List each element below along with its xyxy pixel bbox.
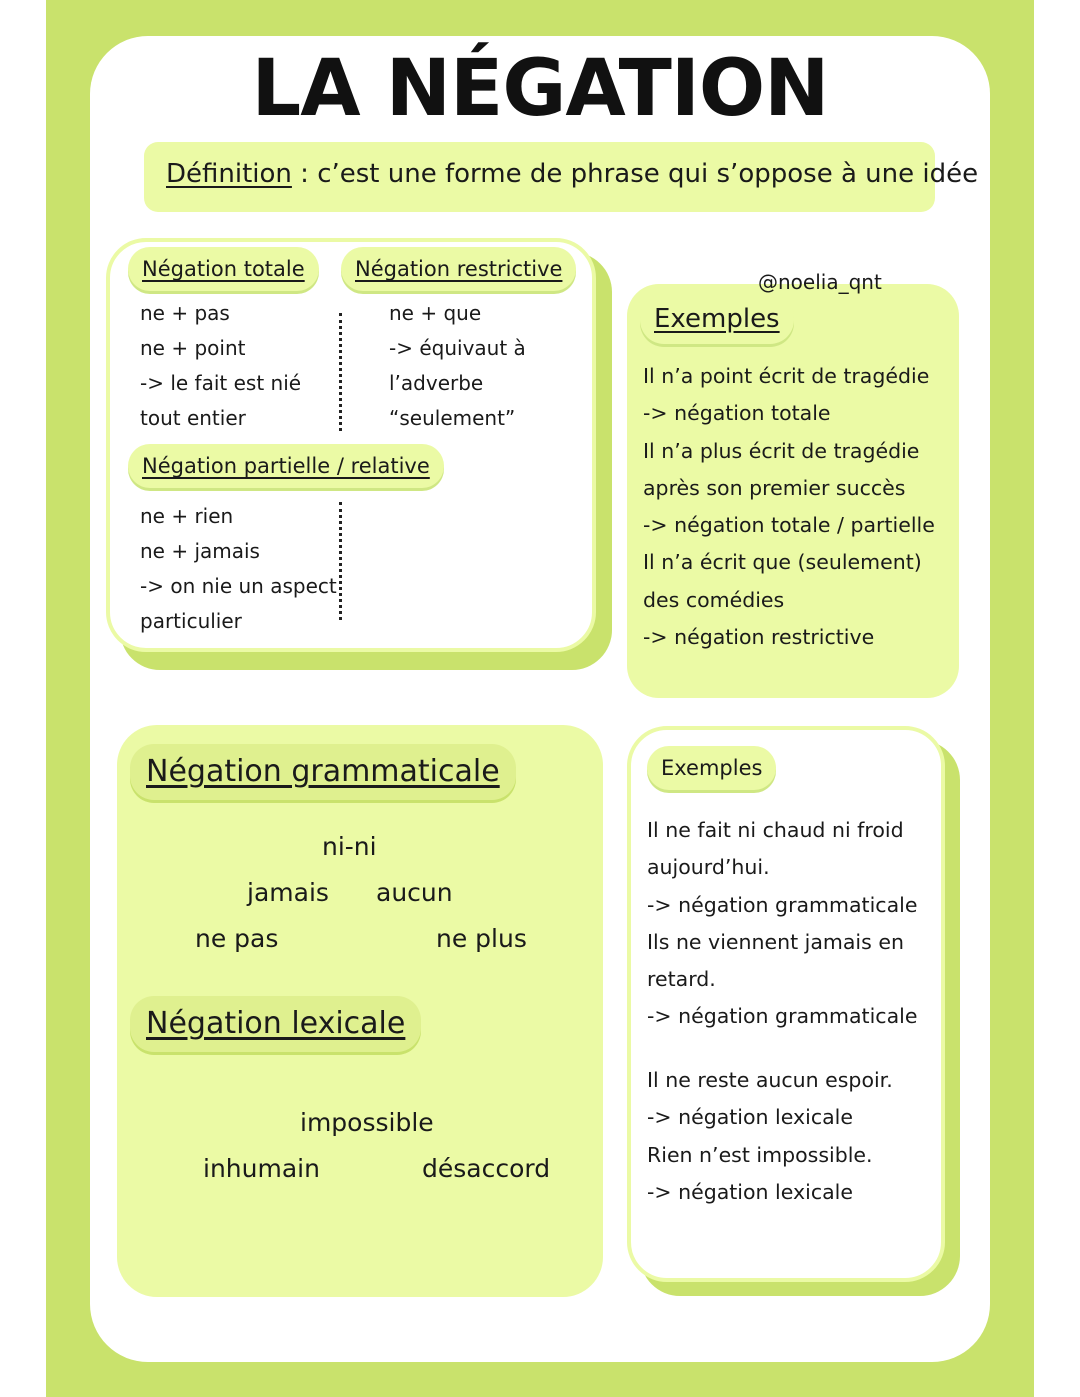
example-line: -> négation grammaticale	[647, 1004, 918, 1029]
word-aucun: aucun	[376, 878, 453, 907]
example-line: -> négation totale / partielle	[643, 513, 935, 538]
list-item: tout entier	[140, 406, 246, 430]
examples-list-2b	[647, 1062, 893, 1211]
example-line: -> négation lexicale	[647, 1179, 853, 1204]
example-line: Il ne fait ni chaud ni froid	[647, 818, 904, 842]
definition-body: c’est une forme de phrase qui s’oppose à une idée	[317, 159, 979, 189]
heading-negation-grammaticale: Négation grammaticale	[130, 744, 516, 800]
example-line: retard.	[647, 967, 716, 992]
dotted-divider	[339, 313, 342, 431]
heading-negation-lexicale: Négation lexicale	[130, 996, 421, 1052]
heading-exemples-2: Exemples	[647, 746, 776, 790]
page-title: LA NÉGATION	[251, 44, 829, 134]
examples-list-2a	[647, 812, 917, 1036]
example-line: Il n’a écrit que (seulement)	[643, 550, 922, 575]
word-ne-plus: ne plus	[436, 924, 527, 953]
list-negation-partielle	[140, 499, 337, 639]
example-line: aujourd’hui.	[647, 855, 770, 880]
list-item: ne + pas	[140, 301, 230, 325]
definition-box	[144, 142, 979, 212]
example-line: des comédies	[643, 587, 785, 612]
word-ne-pas: ne pas	[195, 924, 279, 953]
heading-exemples-1: Exemples	[640, 294, 794, 344]
word-inhumain: inhumain	[203, 1154, 320, 1183]
example-line: Il ne reste aucun espoir.	[647, 1068, 893, 1092]
example-line: -> négation grammaticale	[647, 892, 918, 917]
word-impossible: impossible	[300, 1108, 434, 1137]
list-item: ne + rien	[140, 504, 234, 528]
definition-text	[166, 159, 978, 189]
list-item: particulier	[140, 609, 242, 633]
word-desaccord: désaccord	[422, 1154, 551, 1183]
example-line: Il n’a plus écrit de tragédie	[643, 438, 920, 463]
list-item: -> le fait est nié	[140, 371, 302, 395]
example-line: -> négation lexicale	[647, 1105, 853, 1130]
heading-negation-restrictive: Négation restrictive	[341, 247, 576, 291]
example-line: Rien n’est impossible.	[647, 1142, 873, 1167]
list-item: ne + point	[140, 336, 246, 360]
example-line: -> négation restrictive	[643, 625, 875, 650]
list-item: ne + jamais	[140, 539, 260, 563]
examples-list-1	[643, 358, 935, 656]
word-ni-ni: ni-ni	[322, 832, 377, 861]
definition-separator: :	[291, 159, 318, 189]
definition-label: Définition	[166, 159, 292, 189]
word-jamais: jamais	[247, 878, 329, 907]
list-item: -> on nie un aspect	[140, 574, 337, 598]
list-item: -> équivaut à	[389, 336, 526, 360]
example-line: -> négation totale	[643, 401, 831, 426]
list-item: “seulement”	[389, 406, 516, 430]
example-line: Il n’a point écrit de tragédie	[643, 364, 930, 388]
list-item: l’adverbe	[389, 371, 484, 395]
list-negation-restrictive	[389, 296, 526, 436]
example-line: après son premier succès	[643, 475, 906, 500]
heading-negation-partielle: Négation partielle / relative	[128, 444, 444, 488]
dotted-divider	[339, 502, 342, 620]
list-item: ne + que	[389, 301, 482, 325]
example-line: Ils ne viennent jamais en	[647, 929, 904, 954]
author-handle: @noelia_qnt	[758, 270, 882, 294]
heading-negation-totale: Négation totale	[128, 247, 319, 291]
list-negation-totale	[140, 296, 301, 436]
